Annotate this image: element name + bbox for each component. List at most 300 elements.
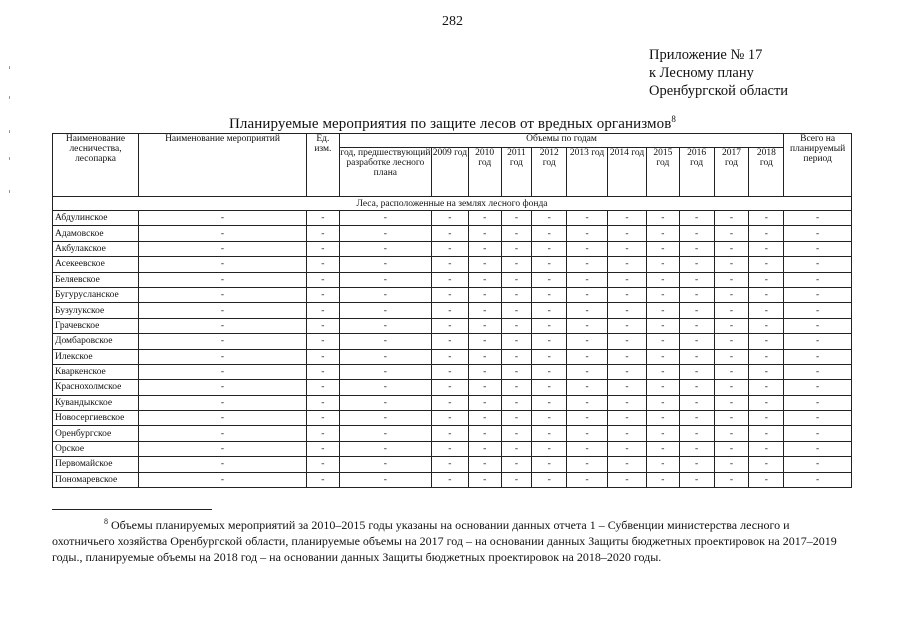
footnote-divider (52, 509, 212, 510)
table-cell: - (749, 395, 784, 410)
table-cell: - (749, 472, 784, 487)
table-cell: - (646, 303, 679, 318)
table-cell: - (431, 303, 468, 318)
appendix-line-2: к Лесному плану (649, 65, 754, 81)
table-cell: - (139, 441, 307, 456)
table-cell: - (784, 395, 852, 410)
table-cell: - (784, 380, 852, 395)
table-cell: - (339, 411, 431, 426)
table-cell: - (679, 364, 714, 379)
table-cell: - (784, 257, 852, 272)
table-cell: - (749, 226, 784, 241)
table-cell: - (339, 318, 431, 333)
table-cell: - (139, 364, 307, 379)
header-year: 2012 год (532, 148, 567, 197)
table-row (53, 472, 852, 487)
table-cell: - (749, 411, 784, 426)
table-cell: - (501, 457, 532, 472)
table-cell: - (784, 426, 852, 441)
table-cell: - (501, 318, 532, 333)
forestry-name: Новосергиевское (53, 411, 139, 426)
table-cell: - (608, 411, 647, 426)
table-cell: - (679, 395, 714, 410)
table-cell: - (714, 457, 749, 472)
table-cell: - (784, 303, 852, 318)
table-cell: - (307, 380, 340, 395)
table-cell: - (784, 364, 852, 379)
table-cell: - (532, 303, 567, 318)
table-cell: - (679, 334, 714, 349)
table-cell: - (139, 287, 307, 302)
table-row (53, 364, 852, 379)
table-cell: - (501, 334, 532, 349)
table-cell: - (646, 364, 679, 379)
table-cell: - (714, 287, 749, 302)
table-cell: - (307, 272, 340, 287)
table-cell: - (139, 241, 307, 256)
table-cell: - (431, 318, 468, 333)
table-cell: - (714, 318, 749, 333)
table-row (53, 226, 852, 241)
table-cell: - (608, 364, 647, 379)
table-cell: - (431, 472, 468, 487)
table-cell: - (784, 441, 852, 456)
table-cell: - (679, 426, 714, 441)
appendix-header (649, 46, 788, 100)
table-cell: - (714, 426, 749, 441)
table-cell: - (749, 380, 784, 395)
table-cell: - (431, 272, 468, 287)
table-cell: - (608, 380, 647, 395)
table-cell: - (307, 211, 340, 226)
table-cell: - (714, 364, 749, 379)
table-cell: - (431, 349, 468, 364)
table-cell: - (567, 241, 608, 256)
table-cell: - (532, 472, 567, 487)
section-header: Леса, расположенные на землях лесного фонда (53, 197, 852, 211)
title-footnote-marker: 8 (671, 114, 676, 124)
table-cell: - (139, 226, 307, 241)
table-cell: - (714, 349, 749, 364)
footnote-marker: 8 (104, 517, 108, 526)
table-cell: - (468, 287, 501, 302)
table-cell: - (532, 364, 567, 379)
table-cell: - (501, 364, 532, 379)
table-cell: - (567, 472, 608, 487)
table-cell: - (501, 395, 532, 410)
table-cell: - (139, 426, 307, 441)
table-cell: - (646, 241, 679, 256)
table-cell: - (307, 426, 340, 441)
table-cell: - (431, 426, 468, 441)
table-cell: - (749, 364, 784, 379)
table-cell: - (307, 334, 340, 349)
table-cell: - (339, 241, 431, 256)
table-cell: - (339, 272, 431, 287)
table-cell: - (307, 472, 340, 487)
table-cell: - (139, 411, 307, 426)
table-cell: - (714, 411, 749, 426)
table-cell: - (501, 287, 532, 302)
page-number: 282 (442, 14, 463, 29)
table-cell: - (646, 334, 679, 349)
table-cell: - (139, 211, 307, 226)
scan-margin-mark (9, 96, 10, 99)
table-cell: - (139, 472, 307, 487)
table-cell: - (339, 287, 431, 302)
table-cell: - (139, 395, 307, 410)
table-cell: - (567, 441, 608, 456)
table-cell: - (339, 380, 431, 395)
scan-margin-mark (9, 157, 10, 160)
header-measure: Наименование мероприятий (139, 134, 307, 197)
table-cell: - (532, 411, 567, 426)
table-cell: - (646, 272, 679, 287)
table-cell: - (646, 349, 679, 364)
header-year: 2016 год (679, 148, 714, 197)
forestry-name: Адамовское (53, 226, 139, 241)
table-cell: - (567, 211, 608, 226)
table-cell: - (501, 441, 532, 456)
header-forestry: Наименование лесничества, лесопарка (53, 134, 139, 197)
table-cell: - (468, 441, 501, 456)
table-cell: - (532, 380, 567, 395)
forestry-name: Беляевское (53, 272, 139, 287)
table-cell: - (608, 395, 647, 410)
table-cell: - (608, 318, 647, 333)
table-cell: - (714, 441, 749, 456)
table-cell: - (567, 287, 608, 302)
table-cell: - (501, 349, 532, 364)
table-cell: - (339, 457, 431, 472)
table-row (53, 380, 852, 395)
table-cell: - (567, 334, 608, 349)
table-cell: - (608, 241, 647, 256)
table-cell: - (339, 364, 431, 379)
table-cell: - (646, 441, 679, 456)
table-cell: - (468, 380, 501, 395)
table-cell: - (714, 380, 749, 395)
table-cell: - (749, 318, 784, 333)
forestry-name: Оренбургское (53, 426, 139, 441)
table-cell: - (532, 334, 567, 349)
table-cell: - (339, 395, 431, 410)
table-cell: - (749, 349, 784, 364)
table-cell: - (608, 426, 647, 441)
forestry-name: Абдулинское (53, 211, 139, 226)
table-cell: - (501, 411, 532, 426)
table-cell: - (139, 334, 307, 349)
table-cell: - (339, 334, 431, 349)
table-cell: - (567, 272, 608, 287)
table-row (53, 457, 852, 472)
table-row (53, 441, 852, 456)
table-cell: - (608, 334, 647, 349)
table-cell: - (714, 211, 749, 226)
table-cell: - (139, 380, 307, 395)
table-cell: - (608, 257, 647, 272)
scan-margin-mark (9, 130, 10, 133)
table-row (53, 257, 852, 272)
table-cell: - (468, 411, 501, 426)
table-cell: - (431, 211, 468, 226)
table-cell: - (431, 226, 468, 241)
table-cell: - (468, 241, 501, 256)
table-cell: - (139, 303, 307, 318)
table-cell: - (501, 257, 532, 272)
table-cell: - (679, 241, 714, 256)
table-cell: - (501, 380, 532, 395)
table-cell: - (501, 241, 532, 256)
table-cell: - (532, 318, 567, 333)
table-cell: - (608, 457, 647, 472)
table-row (53, 426, 852, 441)
table-cell: - (714, 395, 749, 410)
table-cell: - (784, 318, 852, 333)
table-cell: - (532, 457, 567, 472)
table-row (53, 349, 852, 364)
table-cell: - (567, 380, 608, 395)
table-cell: - (784, 226, 852, 241)
table-cell: - (139, 318, 307, 333)
table-cell: - (679, 457, 714, 472)
table-cell: - (431, 257, 468, 272)
table-cell: - (431, 334, 468, 349)
forestry-name: Домбаровское (53, 334, 139, 349)
table-cell: - (749, 257, 784, 272)
footnote (52, 514, 852, 565)
header-year: 2011 год (501, 148, 532, 197)
scan-margin-mark (9, 66, 10, 69)
table-cell: - (431, 287, 468, 302)
table-cell: - (468, 395, 501, 410)
table-cell: - (307, 457, 340, 472)
table-cell: - (749, 441, 784, 456)
table-cell: - (646, 257, 679, 272)
table-cell: - (532, 287, 567, 302)
table-cell: - (339, 303, 431, 318)
table-cell: - (431, 380, 468, 395)
forestry-name: Краснохолмское (53, 380, 139, 395)
table-cell: - (679, 272, 714, 287)
table-cell: - (679, 226, 714, 241)
table-cell: - (608, 287, 647, 302)
table-cell: - (501, 303, 532, 318)
title-text: Планируемые мероприятия по защите лесов от вредных организмов (228, 116, 672, 132)
table-row (53, 272, 852, 287)
table-row (53, 241, 852, 256)
table-cell: - (139, 457, 307, 472)
table-cell: - (567, 318, 608, 333)
forestry-name: Первомайское (53, 457, 139, 472)
table-cell: - (532, 241, 567, 256)
table-cell: - (608, 272, 647, 287)
table-cell: - (608, 441, 647, 456)
table-cell: - (567, 257, 608, 272)
table-cell: - (646, 226, 679, 241)
table-cell: - (339, 426, 431, 441)
table-cell: - (468, 457, 501, 472)
table-cell: - (608, 226, 647, 241)
table-cell: - (567, 349, 608, 364)
table-cell: - (532, 395, 567, 410)
table-cell: - (784, 472, 852, 487)
table-cell: - (646, 472, 679, 487)
table-cell: - (749, 241, 784, 256)
table-cell: - (307, 441, 340, 456)
table-cell: - (307, 241, 340, 256)
table-cell: - (679, 411, 714, 426)
forestry-name: Бугурусланское (53, 287, 139, 302)
table-cell: - (646, 211, 679, 226)
table-cell: - (679, 472, 714, 487)
table-cell: - (532, 211, 567, 226)
table-cell: - (567, 411, 608, 426)
table-cell: - (339, 349, 431, 364)
table-cell: - (567, 426, 608, 441)
table-cell: - (468, 226, 501, 241)
table-cell: - (307, 303, 340, 318)
table-cell: - (679, 303, 714, 318)
table-cell: - (339, 211, 431, 226)
header-year: 2017 год (714, 148, 749, 197)
table-row (53, 411, 852, 426)
table-cell: - (646, 318, 679, 333)
table-cell: - (468, 257, 501, 272)
table-cell: - (307, 257, 340, 272)
table-cell: - (501, 426, 532, 441)
forestry-name: Пономаревское (53, 472, 139, 487)
forestry-name: Акбулакское (53, 241, 139, 256)
table-cell: - (714, 226, 749, 241)
footnote-text: Объемы планируемых мероприятий за 2010–2015 годы указаны на основании данных отчета 1 – Субвенции министерства лесного и охотничьего хозяйства Оренбургской области, планируемые объемы на 2017 год – на основании данных Защиты бюджетных проектировок на 2017–2019 годы., планируемые объемы на 2018 год – на основании данных Защиты бюджетных проектировок на 2018–2020 годы. (52, 518, 837, 564)
forestry-name: Бузулукское (53, 303, 139, 318)
table-row (53, 287, 852, 302)
table-cell: - (501, 211, 532, 226)
table-cell: - (431, 411, 468, 426)
table-cell: - (784, 411, 852, 426)
table-cell: - (567, 303, 608, 318)
table-cell: - (784, 334, 852, 349)
header-volumes: Объемы по годам (339, 134, 784, 148)
table-cell: - (646, 426, 679, 441)
table-cell: - (532, 226, 567, 241)
table-cell: - (501, 472, 532, 487)
table-cell: - (431, 395, 468, 410)
table-cell: - (307, 318, 340, 333)
table-cell: - (468, 303, 501, 318)
table-cell: - (646, 395, 679, 410)
forestry-name: Асекеевское (53, 257, 139, 272)
table-cell: - (567, 395, 608, 410)
table-cell: - (784, 211, 852, 226)
header-unit: Ед. изм. (307, 134, 340, 197)
table-cell: - (532, 349, 567, 364)
table-cell: - (139, 272, 307, 287)
table-cell: - (608, 211, 647, 226)
table-cell: - (646, 457, 679, 472)
table-cell: - (646, 287, 679, 302)
table-cell: - (468, 472, 501, 487)
table-cell: - (749, 287, 784, 302)
table-cell: - (714, 472, 749, 487)
table-cell: - (784, 349, 852, 364)
forestry-name: Илекское (53, 349, 139, 364)
table-cell: - (139, 257, 307, 272)
table-cell: - (679, 287, 714, 302)
header-year: 2015 год (646, 148, 679, 197)
table-cell: - (646, 411, 679, 426)
forestry-name: Кваркенское (53, 364, 139, 379)
table-cell: - (679, 441, 714, 456)
scan-margin-mark (9, 190, 10, 193)
header-prior-year: год, предшествующий разработке лесного плана (339, 148, 431, 197)
table-cell: - (468, 364, 501, 379)
table-row (53, 318, 852, 333)
table-cell: - (431, 457, 468, 472)
header-year: 2014 год (608, 148, 647, 197)
header-total: Всего на планируемый период (784, 134, 852, 197)
table-cell: - (307, 395, 340, 410)
header-year: 2010 год (468, 148, 501, 197)
forestry-name: Кувандыкское (53, 395, 139, 410)
table-cell: - (784, 457, 852, 472)
table-row (53, 303, 852, 318)
table-row (53, 395, 852, 410)
table-cell: - (679, 257, 714, 272)
table-row (53, 211, 852, 226)
table-row (53, 334, 852, 349)
forestry-name: Орское (53, 441, 139, 456)
appendix-line-1: Приложение № 17 (649, 47, 763, 63)
table-cell: - (339, 472, 431, 487)
table-cell: - (679, 211, 714, 226)
table-cell: - (431, 241, 468, 256)
table-cell: - (749, 272, 784, 287)
table-cell: - (468, 211, 501, 226)
table-cell: - (784, 241, 852, 256)
table-cell: - (608, 349, 647, 364)
table-cell: - (749, 334, 784, 349)
table-cell: - (468, 349, 501, 364)
table-cell: - (749, 303, 784, 318)
table-cell: - (468, 334, 501, 349)
table-cell: - (468, 318, 501, 333)
table-cell: - (679, 380, 714, 395)
header-year: 2013 год (567, 148, 608, 197)
table-cell: - (532, 272, 567, 287)
table-cell: - (468, 426, 501, 441)
table-cell: - (431, 441, 468, 456)
table-cell: - (431, 364, 468, 379)
table-cell: - (501, 226, 532, 241)
table-cell: - (307, 411, 340, 426)
table-cell: - (714, 303, 749, 318)
table-cell: - (646, 380, 679, 395)
table-cell: - (139, 349, 307, 364)
measures-table (52, 133, 852, 488)
table-cell: - (567, 457, 608, 472)
table-cell: - (714, 241, 749, 256)
table-cell: - (714, 272, 749, 287)
table-cell: - (339, 226, 431, 241)
table-cell: - (532, 441, 567, 456)
table-cell: - (749, 426, 784, 441)
table-cell: - (567, 364, 608, 379)
table-cell: - (532, 426, 567, 441)
table-cell: - (339, 441, 431, 456)
table-cell: - (567, 226, 608, 241)
